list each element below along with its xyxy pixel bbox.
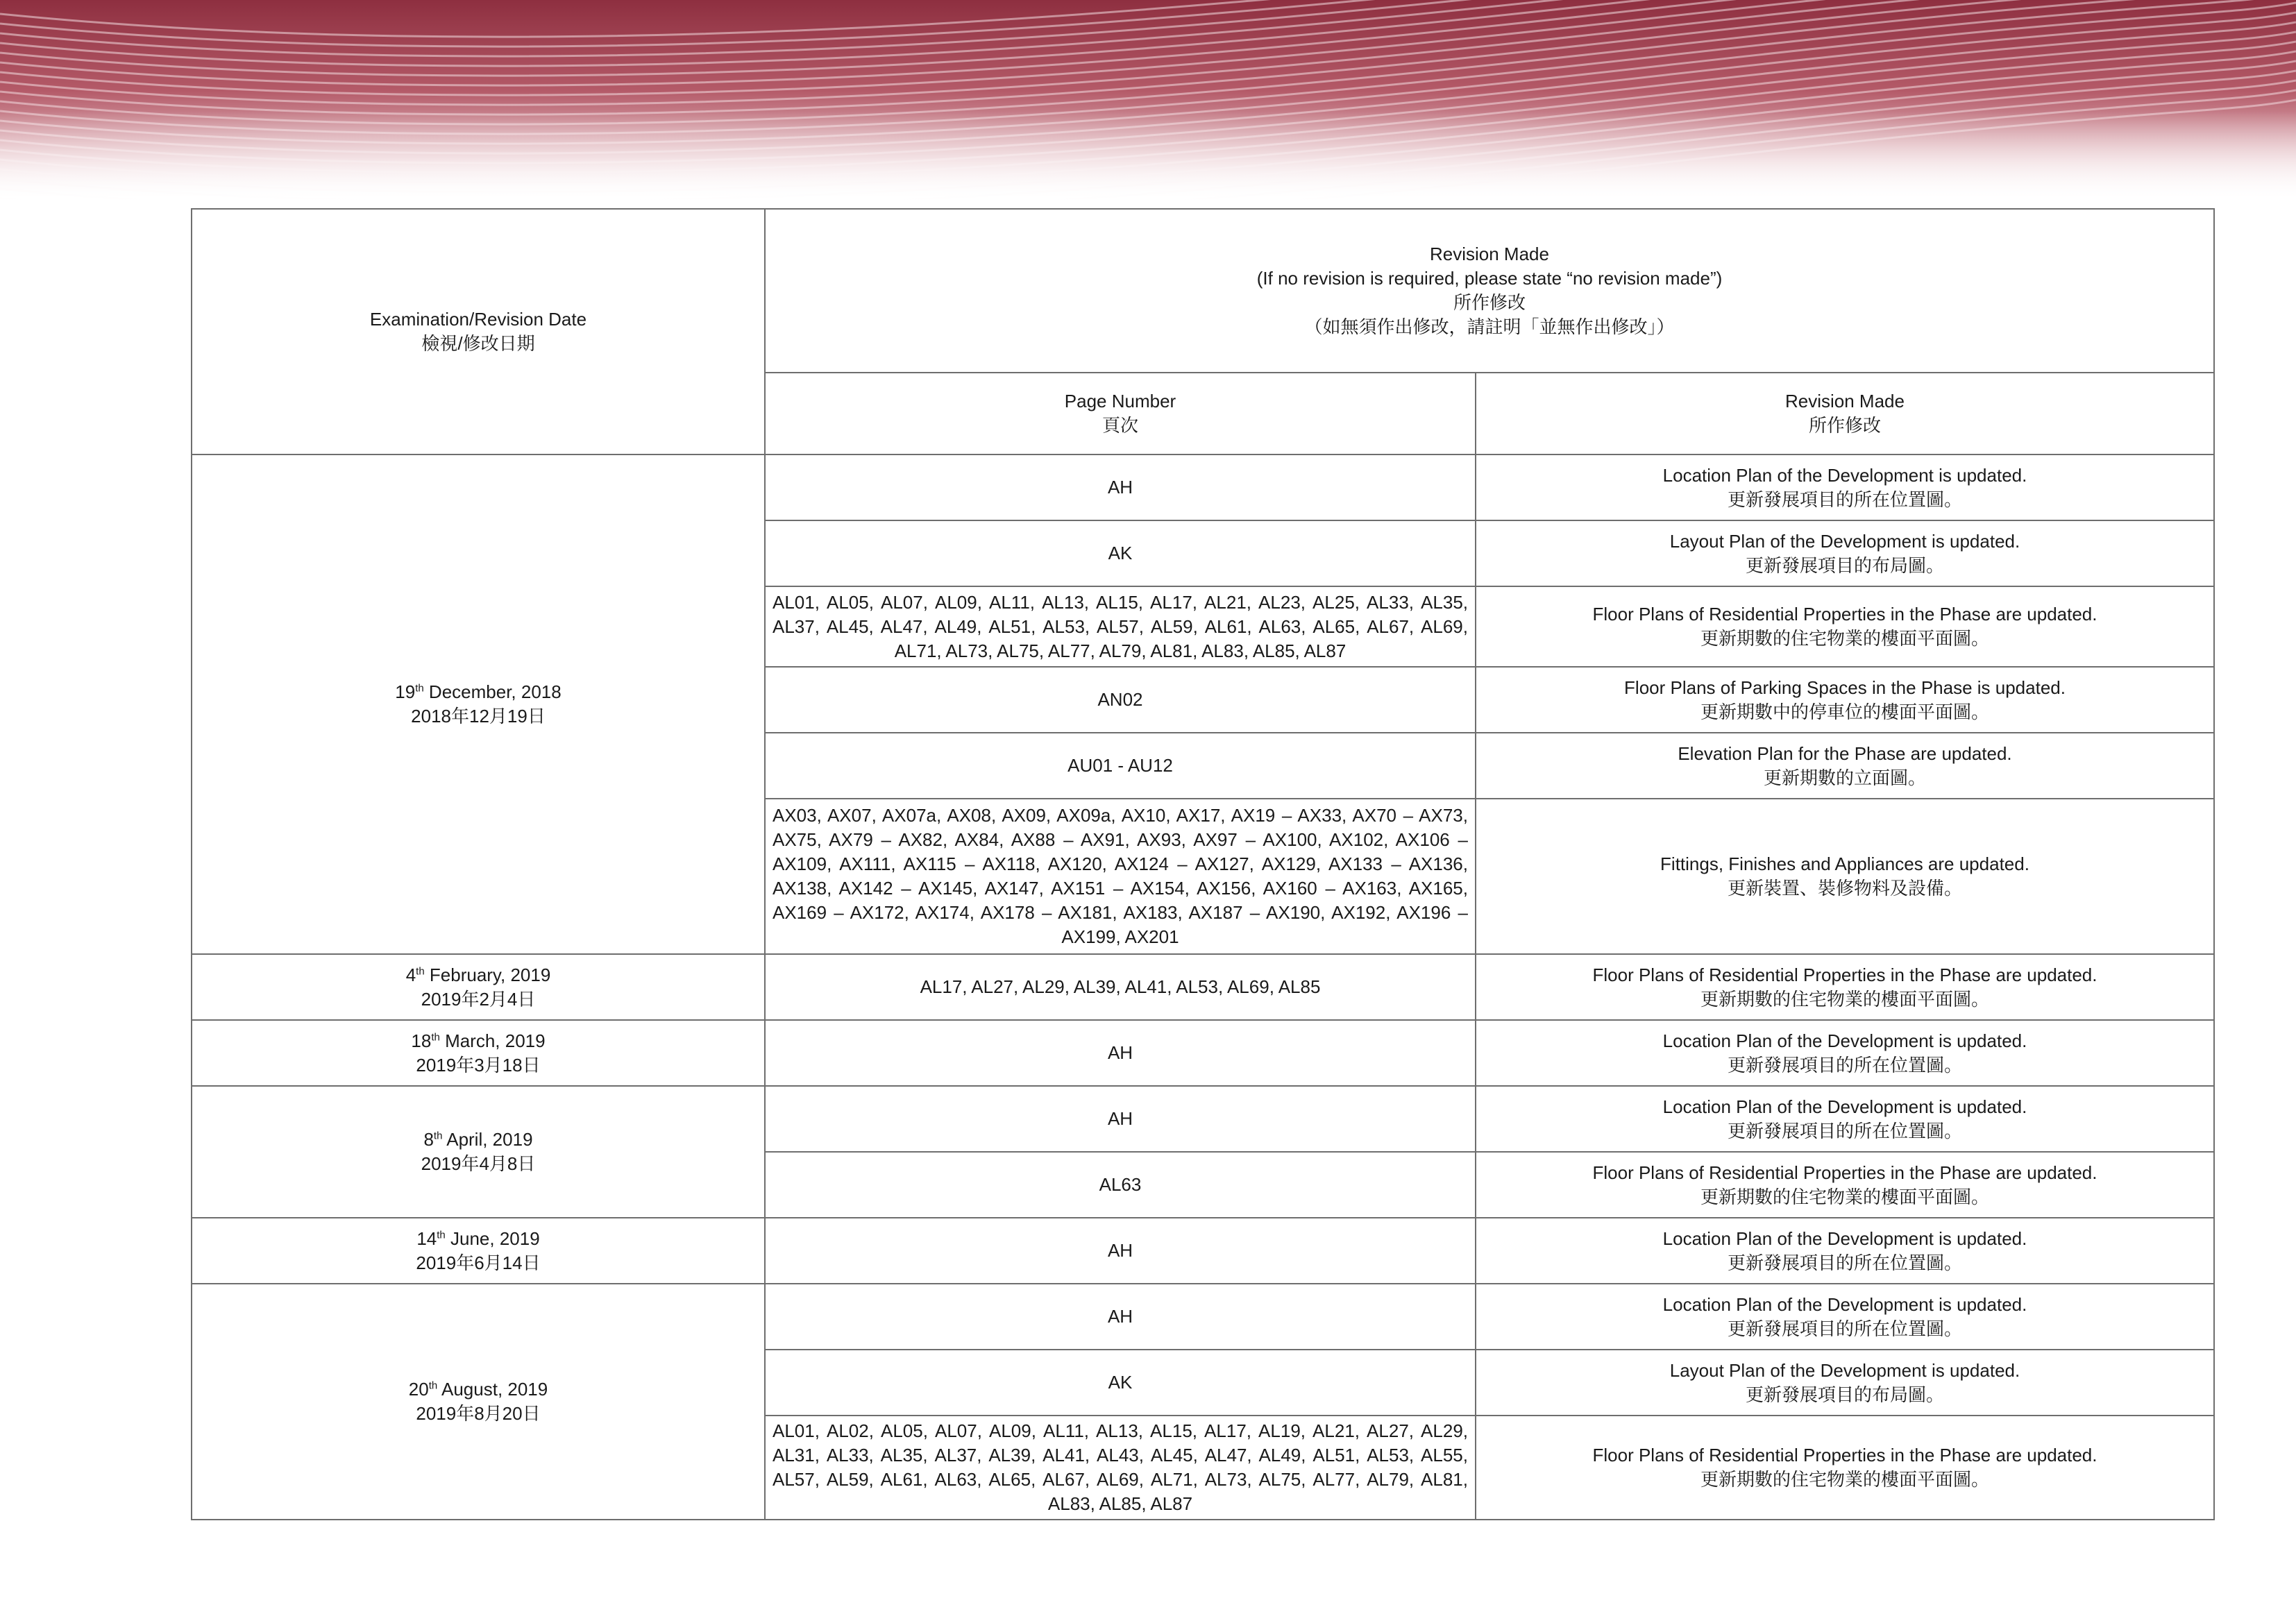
revision-made-cell xyxy=(1476,799,2214,954)
date-month-year: June, 2019 xyxy=(445,1227,540,1249)
decorative-banner xyxy=(0,0,2296,201)
date-ordinal-suffix: th xyxy=(433,1130,443,1142)
revision-description-en: Floor Plans of Parking Spaces in the Phase is updated. xyxy=(1624,677,2066,698)
revision-description-en: Layout Plan of the Development is updated. xyxy=(1669,530,2020,552)
revision-date-cell xyxy=(192,1020,765,1086)
date-ordinal-suffix: th xyxy=(428,1379,438,1392)
revision-description-en: Location Plan of the Development is updated. xyxy=(1662,1030,2027,1051)
revision-description-en: Location Plan of the Development is updated. xyxy=(1662,1227,2027,1249)
revision-description-zh: 更新發展項目的所在位置圖。 xyxy=(1727,488,1962,510)
page-number-cell: AL01, AL02, AL05, AL07, AL09, AL11, AL13, AL15, AL17, AL19, AL21, AL27, AL29, AL31, AL33, AL35, AL37, AL39, AL41, AL43, AL45, AL47, AL49, AL51, AL53, AL55, AL57, AL59, AL61, AL63, AL65, AL67, AL69, AL71, AL73, AL75, AL77, AL79, AL81, AL83, AL85, AL87 xyxy=(765,1416,1476,1520)
revision-date-zh: 2019年2月4日 xyxy=(421,988,536,1010)
revision-date-en xyxy=(199,1377,757,1402)
revision-description-en: Floor Plans of Residential Properties in the Phase are updated. xyxy=(1592,1445,2097,1465)
revision-made-cell xyxy=(1476,1284,2214,1350)
table-row xyxy=(192,954,2214,1020)
revision-table xyxy=(191,208,2215,1520)
page-number-cell: AH xyxy=(765,1218,1476,1284)
date-header-en: Examination/Revision Date xyxy=(369,309,587,330)
page-number-cell: AU01 - AU12 xyxy=(765,733,1476,799)
revision-description-zh: 更新發展項目的所在位置圖。 xyxy=(1727,1252,1962,1273)
page-number-cell: AH xyxy=(765,1284,1476,1350)
revision-description-zh: 更新期數的住宅物業的樓面平面圖。 xyxy=(1700,1469,1989,1490)
revision-date-en xyxy=(199,1029,757,1053)
revision-description-zh: 更新裝置、裝修物料及設備。 xyxy=(1727,878,1962,899)
revision-column-header xyxy=(765,209,2214,373)
revision-description-zh: 更新期數的住宅物業的樓面平面圖。 xyxy=(1700,628,1989,649)
revision-made-cell xyxy=(1476,586,2214,667)
page-number-cell: AH xyxy=(765,1086,1476,1152)
revision-description-zh: 更新發展項目的布局圖。 xyxy=(1745,554,1944,576)
date-month-year: August, 2019 xyxy=(437,1379,548,1400)
revision-description-en: Location Plan of the Development is updated. xyxy=(1662,464,2027,486)
revision-date-zh: 2019年4月8日 xyxy=(421,1153,536,1174)
date-ordinal-suffix: th xyxy=(437,1228,446,1241)
date-month-year: March, 2019 xyxy=(439,1030,546,1051)
page-number-header-zh: 頁次 xyxy=(1101,415,1138,436)
revision-description-zh: 更新期數的住宅物業的樓面平面圖。 xyxy=(1700,1186,1989,1207)
revision-description-zh: 更新期數的立面圖。 xyxy=(1763,767,1926,788)
page-number-header-en: Page Number xyxy=(1064,391,1176,411)
revision-made-cell xyxy=(1476,954,2214,1020)
page-number-cell: AL01, AL05, AL07, AL09, AL11, AL13, AL15, AL17, AL21, AL23, AL25, AL33, AL35, AL37, AL45, AL47, AL49, AL51, AL53, AL57, AL59, AL61, AL63, AL65, AL67, AL69, AL71, AL73, AL75, AL77, AL79, AL81, AL83, AL85, AL87 xyxy=(765,586,1476,667)
table-row xyxy=(192,1020,2214,1086)
revision-description-en: Fittings, Finishes and Appliances are updated. xyxy=(1660,853,2029,874)
revision-note-en: (If no revision is required, please state “no revision made”) xyxy=(1256,268,1723,289)
table-row xyxy=(192,1218,2214,1284)
revision-description-zh: 更新期數中的停車位的樓面平面圖。 xyxy=(1700,701,1989,722)
revision-made-cell xyxy=(1476,1152,2214,1218)
date-day: 8 xyxy=(423,1129,434,1150)
revision-date-cell xyxy=(192,1284,765,1520)
revision-date-cell xyxy=(192,1218,765,1284)
revision-description-en: Floor Plans of Residential Properties in the Phase are updated. xyxy=(1592,1162,2097,1183)
page-number-cell: AH xyxy=(765,1020,1476,1086)
revision-made-cell xyxy=(1476,733,2214,799)
revision-date-cell xyxy=(192,954,765,1020)
revision-made-cell xyxy=(1476,1416,2214,1520)
revision-description-zh: 更新發展項目的所在位置圖。 xyxy=(1727,1318,1962,1339)
date-day: 14 xyxy=(416,1227,437,1249)
revision-date-en xyxy=(199,963,757,987)
revision-description-en: Floor Plans of Residential Properties in the Phase are updated. xyxy=(1592,964,2097,985)
page-number-cell: AL63 xyxy=(765,1152,1476,1218)
revision-description-en: Elevation Plan for the Phase are updated. xyxy=(1678,742,2012,764)
revision-description-zh: 更新期數的住宅物業的樓面平面圖。 xyxy=(1700,988,1989,1010)
date-month-year: April, 2019 xyxy=(442,1129,533,1150)
revision-date-cell xyxy=(192,1086,765,1218)
revision-made-cell xyxy=(1476,1086,2214,1152)
revision-made-cell xyxy=(1476,1350,2214,1416)
revision-title-zh: 所作修改 xyxy=(1453,292,1526,313)
date-ordinal-suffix: th xyxy=(416,965,425,977)
revision-description-en: Layout Plan of the Development is updated. xyxy=(1669,1359,2020,1381)
revision-date-zh: 2019年3月18日 xyxy=(416,1054,541,1076)
revision-made-cell xyxy=(1476,454,2214,520)
revision-made-header-zh: 所作修改 xyxy=(1808,415,1881,436)
revision-made-cell xyxy=(1476,520,2214,586)
revision-date-cell xyxy=(192,454,765,954)
revision-description-en: Floor Plans of Residential Properties in the Phase are updated. xyxy=(1592,604,2097,624)
revision-date-zh: 2019年6月14日 xyxy=(416,1252,541,1273)
revision-made-header xyxy=(1476,373,2214,454)
revision-description-en: Location Plan of the Development is updated. xyxy=(1662,1096,2027,1117)
revision-date-zh: 2019年8月20日 xyxy=(416,1403,541,1424)
revision-description-en: Location Plan of the Development is updated. xyxy=(1662,1293,2027,1315)
page-number-cell: AH xyxy=(765,454,1476,520)
revision-date-en xyxy=(199,680,757,704)
revision-date-zh: 2018年12月19日 xyxy=(411,706,546,726)
date-day: 18 xyxy=(411,1030,432,1051)
revision-note-zh: （如無須作出修改，請註明「並無作出修改」） xyxy=(1304,316,1675,337)
revision-description-zh: 更新發展項目的所在位置圖。 xyxy=(1727,1054,1962,1076)
date-day: 19 xyxy=(395,681,416,702)
page-number-cell: AN02 xyxy=(765,667,1476,733)
date-day: 20 xyxy=(408,1379,429,1400)
revision-made-cell xyxy=(1476,1020,2214,1086)
date-header-zh: 檢視/修改日期 xyxy=(421,333,535,354)
page-number-cell: AL17, AL27, AL29, AL39, AL41, AL53, AL69, AL85 xyxy=(765,954,1476,1020)
revision-title-en: Revision Made xyxy=(1430,244,1549,264)
table-row xyxy=(192,1086,2214,1152)
revision-date-en xyxy=(199,1128,757,1152)
page-number-header xyxy=(765,373,1476,454)
date-ordinal-suffix: th xyxy=(431,1030,440,1043)
table-row xyxy=(192,1284,2214,1350)
table-row xyxy=(192,454,2214,520)
revision-made-cell xyxy=(1476,667,2214,733)
page-number-cell: AX03, AX07, AX07a, AX08, AX09, AX09a, AX10, AX17, AX19 – AX33, AX70 – AX73, AX75, AX79 – AX82, AX84, AX88 – AX91, AX93, AX97 – AX100, AX102, AX106 – AX109, AX111, AX115 – AX118, AX120, AX124 – AX127, AX129, AX133 – AX136, AX138, AX142 – AX145, AX147, AX151 – AX154, AX156, AX160 – AX163, AX165, AX169 – AX172, AX174, AX178 – AX181, AX183, AX187 – AX190, AX192, AX196 – AX199, AX201 xyxy=(765,799,1476,954)
date-month-year: February, 2019 xyxy=(424,964,551,985)
revision-date-en xyxy=(199,1227,757,1251)
date-month-year: December, 2018 xyxy=(423,681,562,702)
date-column-header xyxy=(192,209,765,454)
revision-made-cell xyxy=(1476,1218,2214,1284)
page-number-cell: AK xyxy=(765,520,1476,586)
date-day: 4 xyxy=(405,964,416,985)
date-ordinal-suffix: th xyxy=(415,682,424,695)
revision-made-header-en: Revision Made xyxy=(1785,391,1905,411)
page-number-cell: AK xyxy=(765,1350,1476,1416)
revision-description-zh: 更新發展項目的所在位置圖。 xyxy=(1727,1120,1962,1141)
revision-description-zh: 更新發展項目的布局圖。 xyxy=(1745,1384,1944,1405)
